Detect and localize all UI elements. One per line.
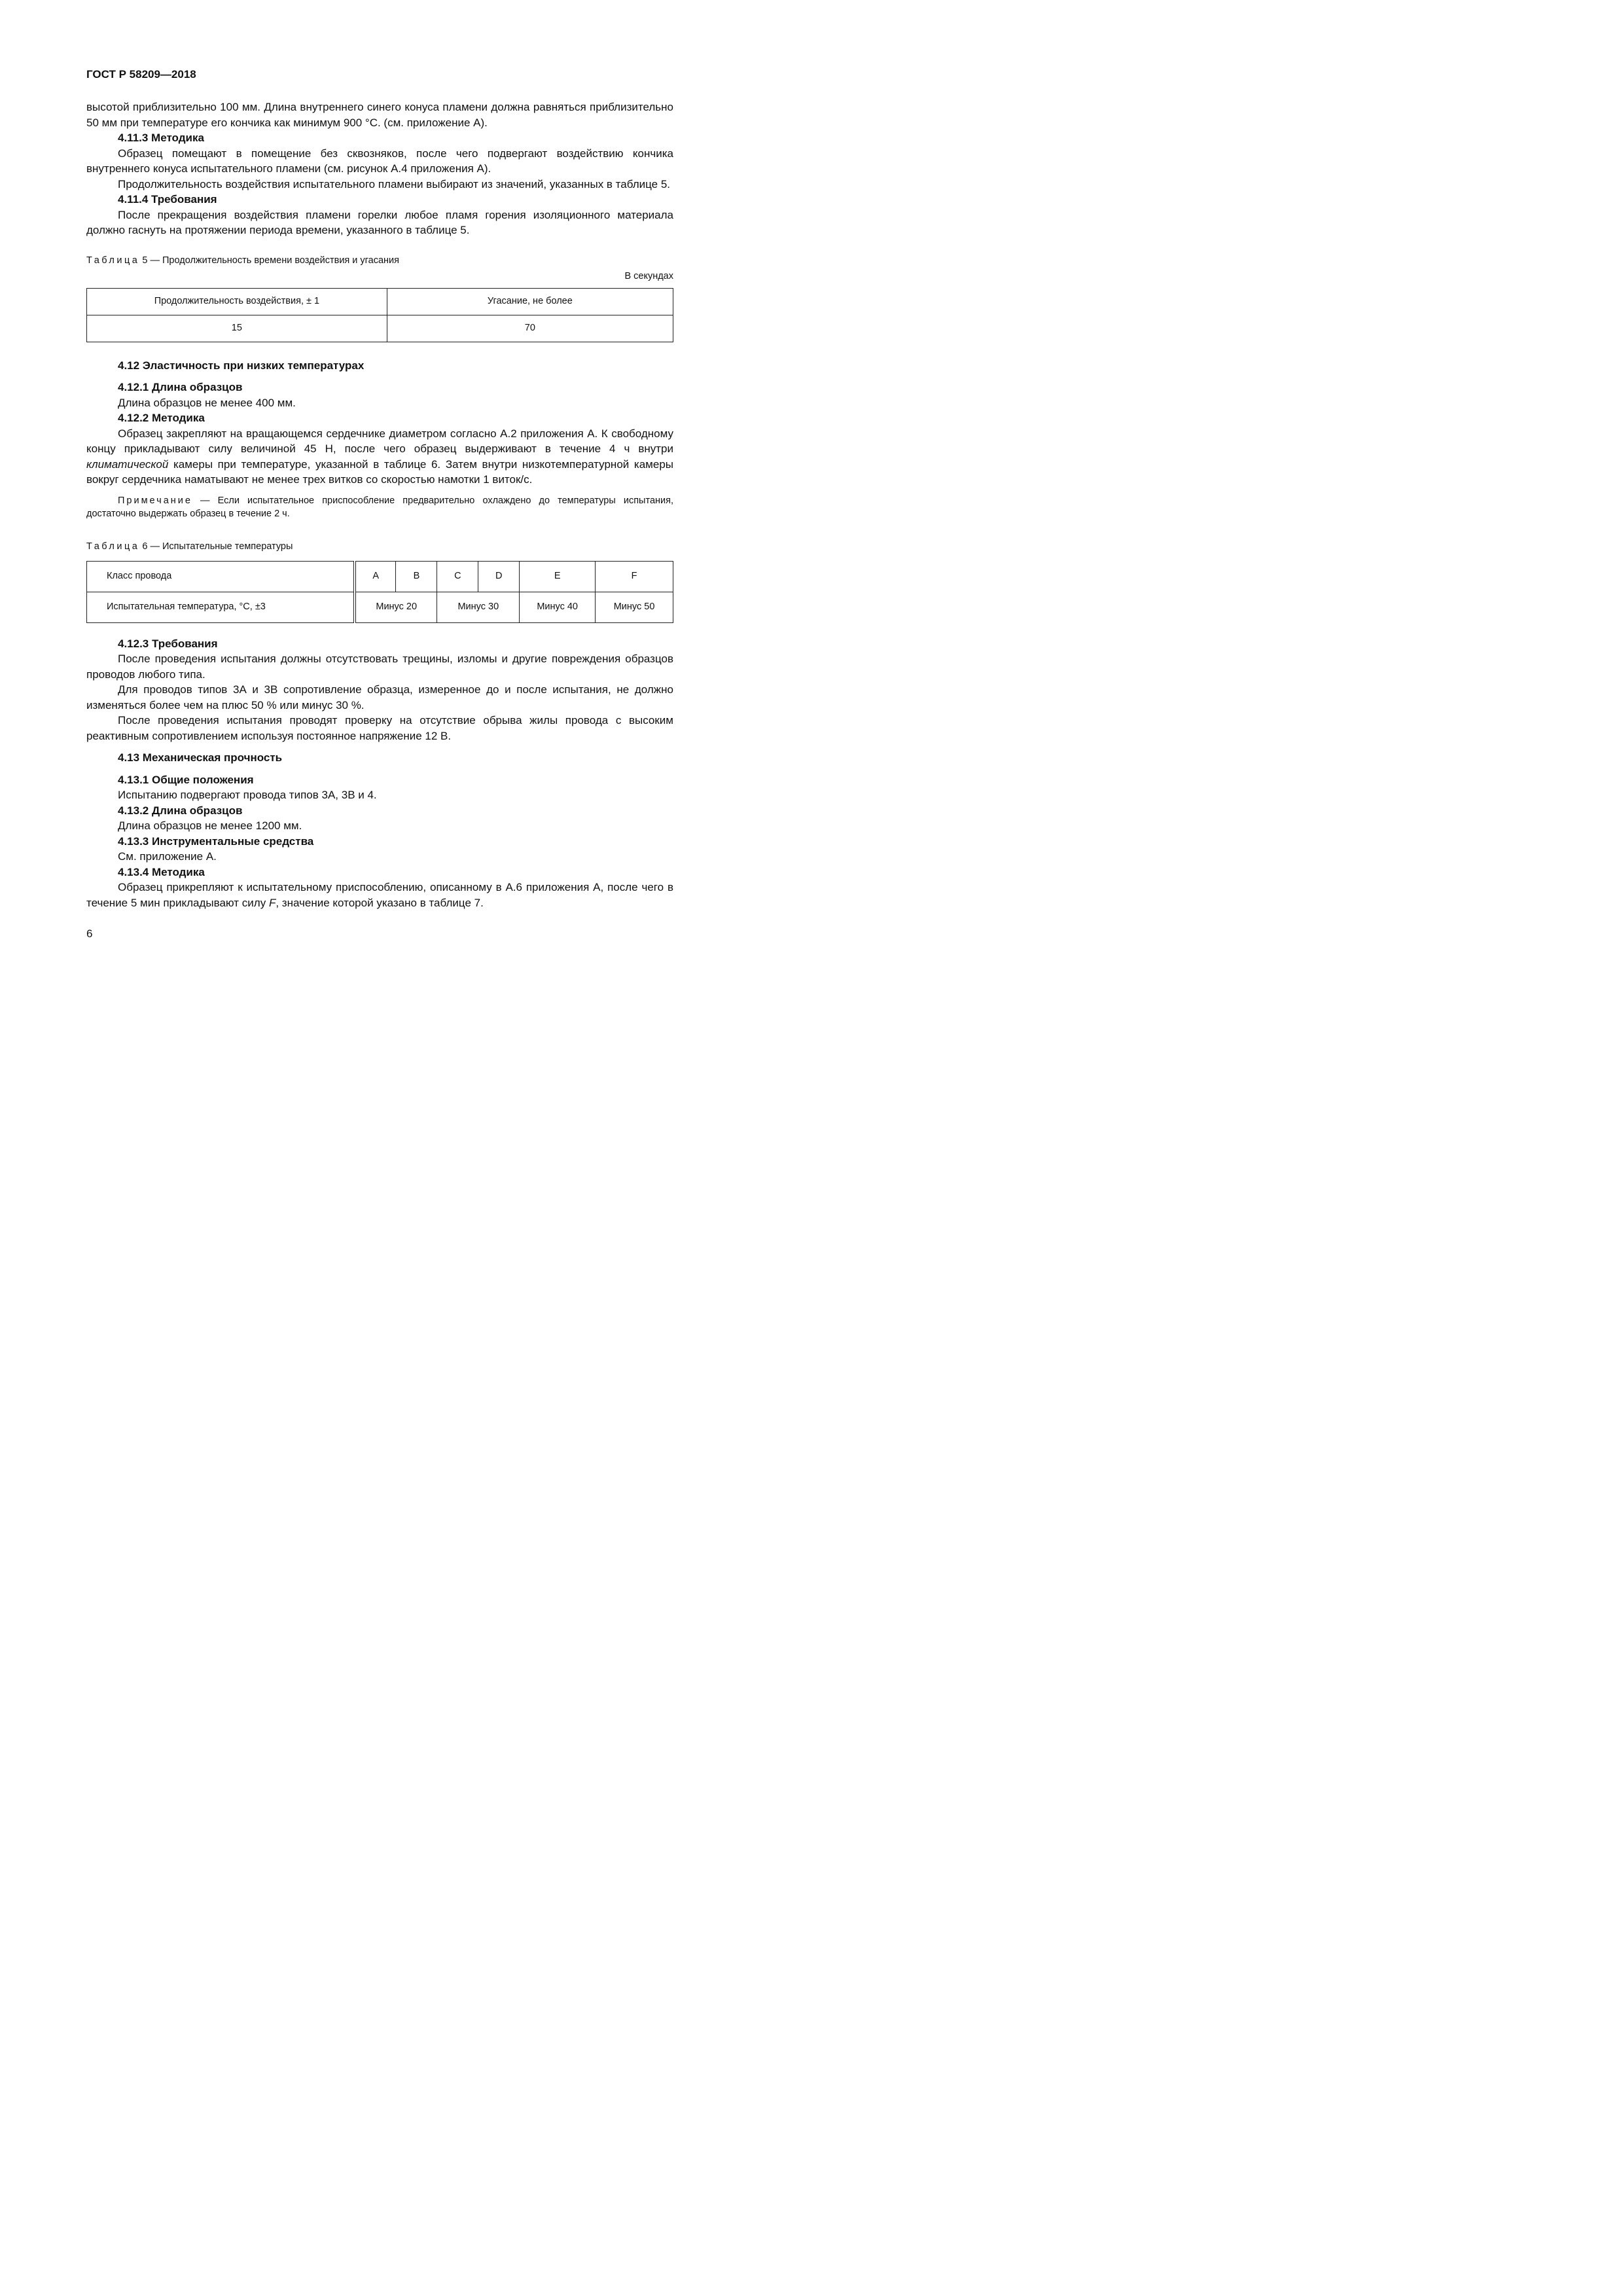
section-4-13-3-text: См. приложение А. <box>118 850 217 863</box>
section-4-13-4-text <box>86 880 673 910</box>
table-6-class-c: C <box>437 561 478 592</box>
document-page <box>0 0 721 1020</box>
section-4-12-3-title: 4.12.3 Требования <box>118 637 218 650</box>
section-4-11-4-paragraph-1: После прекращения воздействия пламени горелки любое пламя горения изоляционного материала должно гаснуть на протяжении периода времени, указанного в таблице 5. <box>86 208 673 236</box>
section-4-13-title: 4.13 Механическая прочность <box>118 751 283 764</box>
force-symbol: F <box>268 896 276 909</box>
section-4-12-2-title: 4.12.2 Методика <box>118 412 205 424</box>
note-label: Примечание <box>118 495 192 506</box>
table-6-caption <box>86 540 673 553</box>
section-4-12-2-text-part-2: камеры при температуре, указанной в таблице 6. Затем внутри низкотемпературной камеры вокруг сердечника наматывают не менее трех витков со скоростью намотки 1 виток/с. <box>86 457 673 486</box>
table-5-header-extinction: Угасание, не более <box>387 288 673 315</box>
table-6-class-e: E <box>520 561 596 592</box>
section-4-13-1-text: Испытанию подвергают провода типов 3А, 3В и 4. <box>118 789 377 801</box>
section-4-12-2-text <box>86 426 673 488</box>
section-4-13-3-title: 4.13.3 Инструментальные средства <box>118 834 314 848</box>
section-4-11-3-paragraph-2: Продолжительность воздействия испытательного пламени выбирают из значений, указанных в таблице 5. <box>118 177 671 190</box>
table-6-class-d: D <box>478 561 520 592</box>
table-5-units: В секундах <box>624 270 673 281</box>
section-4-13-2-title: 4.13.2 Длина образцов <box>118 804 243 817</box>
table-5-value-extinction: 70 <box>387 315 673 342</box>
note-text: — Если испытательное приспособление предварительно охлаждено до температуры испытания, достаточно выдержать образец в течение 2 ч. <box>86 495 673 519</box>
section-4-11-3-title: 4.11.3 Методика <box>118 132 204 144</box>
table-5-header-duration: Продолжительность воздействия, ± 1 <box>87 288 387 315</box>
table-6-temp-cd: Минус 30 <box>437 592 520 622</box>
table-6-caption-word: Таблица <box>86 541 140 552</box>
section-4-12-3-paragraph-3: После проведения испытания проводят проверку на отсутствие обрыва жилы провода с высоким реактивным сопротивлением используя постоянное напряжение 12 В. <box>86 714 673 742</box>
table-6 <box>86 561 673 623</box>
section-4-12-1-text: Длина образцов не менее 400 мм. <box>118 396 296 409</box>
table-6-temperature-label: Испытательная температура, °С, ±3 <box>87 592 355 622</box>
section-4-12-3-paragraph-1: После проведения испытания должны отсутствовать трещины, изломы и другие повреждения образцов проводов любого типа. <box>86 653 673 681</box>
table-6-class-a: A <box>355 561 396 592</box>
section-4-12-3-paragraph-2: Для проводов типов 3А и 3В сопротивление образца, измеренное до и после испытания, не должно изменяться более чем на плюс 50 % или минус 30 %. <box>86 683 673 711</box>
section-4-12-title: 4.12 Эластичность при низких температурах <box>118 359 365 372</box>
section-4-12-1-title: 4.12.1 Длина образцов <box>118 381 243 393</box>
section-4-12-2-text-part-1: Образец закрепляют на вращающемся сердечнике диаметром согласно А.2 приложения А. К свободному концу прикладывают силу величиной 45 Н, после чего образец выдерживают в течение 4 ч внутри <box>86 427 673 455</box>
table-5-value-duration: 15 <box>87 315 387 342</box>
table-row <box>87 592 673 622</box>
table-6-class-b: B <box>396 561 437 592</box>
table-6-caption-text: 6 — Испытательные температуры <box>142 541 293 552</box>
table-6-class-f: F <box>596 561 673 592</box>
table-5 <box>86 288 673 342</box>
table-row <box>87 315 673 342</box>
document-header: ГОСТ Р 58209—2018 <box>86 68 196 81</box>
section-4-13-4-text-part-1: Образец прикрепляют к испытательному приспособлению, описанному в А.6 приложения А, после чего в течение 5 мин прикладывают силу <box>86 881 673 909</box>
section-4-11-3-paragraph-1: Образец помещают в помещение без сквозняков, после чего подвергают воздействию кончика внутреннего конуса испытательного пламени (см. рисунок А.4 приложения А). <box>86 147 673 175</box>
table-5-caption-text: 5 — Продолжительность времени воздействия и угасания <box>142 255 399 266</box>
table-row <box>87 561 673 592</box>
section-4-13-2-text: Длина образцов не менее 1200 мм. <box>118 819 302 832</box>
page-number: 6 <box>86 927 93 940</box>
section-4-13-4-text-part-2: , значение которой указано в таблице 7. <box>276 896 484 909</box>
table-6-temp-ab: Минус 20 <box>355 592 437 622</box>
table-6-class-label: Класс провода <box>87 561 355 592</box>
intro-paragraph: высотой приблизительно 100 мм. Длина внутреннего синего конуса пламени должна равняться приблизительно 50 мм при температуре его кончика как минимум 900 °С. (см. приложение А). <box>86 101 673 129</box>
section-4-13-4-title: 4.13.4 Методика <box>118 865 205 878</box>
section-4-13-1-title: 4.13.1 Общие положения <box>118 773 254 786</box>
section-4-12-2-text-emphasis: климатической <box>86 457 169 471</box>
note-paragraph <box>86 494 673 520</box>
table-5-caption-word: Таблица <box>86 255 140 266</box>
table-row <box>87 288 673 315</box>
table-6-temp-e: Минус 40 <box>520 592 596 622</box>
section-4-11-4-title: 4.11.4 Требования <box>118 193 217 206</box>
table-6-temp-f: Минус 50 <box>596 592 673 622</box>
table-5-caption <box>86 254 673 267</box>
page-content <box>86 99 673 910</box>
